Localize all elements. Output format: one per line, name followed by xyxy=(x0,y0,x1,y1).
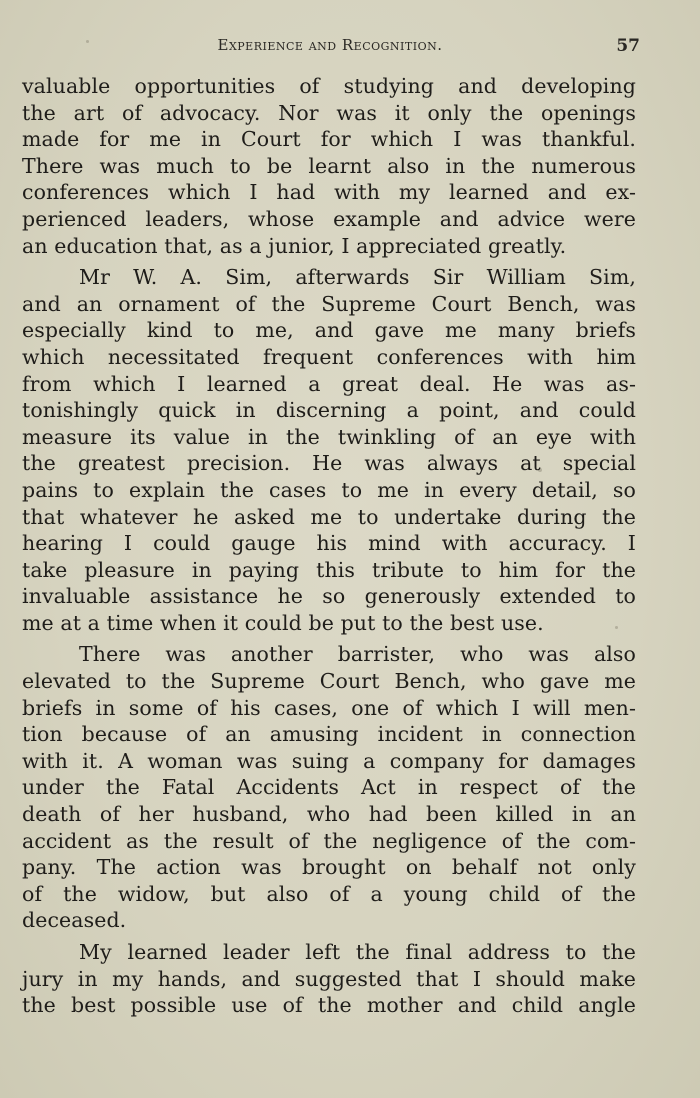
paragraph xyxy=(22,939,636,1019)
text-line: with it. A woman was suing a company for damages xyxy=(22,748,636,773)
text-line: There was another barrister, who was also xyxy=(79,642,636,667)
text-line: conferences which I had with my learned and ex- xyxy=(22,180,636,205)
text-line: valuable opportunities of studying and developing xyxy=(22,74,636,98)
text-line: briefs in some of his cases, one of which I will men- xyxy=(22,695,636,720)
text-line: made for me in Court for which I was thankful. xyxy=(22,127,636,152)
text-line: the best possible use of the mother and child angle xyxy=(22,993,636,1018)
text-line: perienced leaders, whose example and advice were xyxy=(22,206,636,231)
text-line: elevated to the Supreme Court Bench, who gave me xyxy=(22,669,636,694)
text-line: hearing I could gauge his mind with accuracy. I xyxy=(22,531,636,556)
paragraph xyxy=(22,641,636,934)
paragraph xyxy=(22,73,636,259)
text-line: invaluable assistance he so generously extended to xyxy=(22,584,636,609)
text-line: pains to explain the cases to me in every detail, so xyxy=(22,477,636,502)
text-line: an education that, as a junior, I appreciated greatly. xyxy=(22,233,567,258)
text-line: death of her husband, who had been killed in an xyxy=(22,802,636,827)
running-title: Experience and Recognition. xyxy=(217,36,443,54)
text-line: There was much to be learnt also in the numerous xyxy=(22,153,636,178)
text-line: tion because of an amusing incident in connection xyxy=(22,722,636,747)
paragraph xyxy=(22,264,636,636)
text-line: Mr W. A. Sim, afterwards Sir William Sim, xyxy=(79,265,636,290)
text-line: and an ornament of the Supreme Court Bench, was xyxy=(22,291,636,316)
text-line: measure its value in the twinkling of an eye with xyxy=(22,424,636,449)
text-line: from which I learned a great deal. He was as- xyxy=(22,371,636,396)
body-text xyxy=(22,73,636,1024)
text-line: of the widow, but also of a young child of the xyxy=(22,881,636,906)
text-line: which necessitated frequent conferences with him xyxy=(22,344,636,369)
text-line: especially kind to me, and gave me many briefs xyxy=(22,318,636,343)
text-line: My learned leader left the final address to the xyxy=(79,940,636,964)
text-line: the art of advocacy. Nor was it only the openings xyxy=(22,100,636,125)
text-line: that whatever he asked me to undertake during the xyxy=(22,504,636,529)
running-head xyxy=(20,36,640,60)
text-line: the greatest precision. He was always at special xyxy=(22,451,636,476)
text-line: me at a time when it could be put to the best use. xyxy=(22,610,544,635)
text-line: accident as the result of the negligence of the com- xyxy=(22,828,636,853)
text-line: tonishingly quick in discerning a point, and could xyxy=(22,398,636,423)
page-number: 57 xyxy=(616,36,640,56)
text-line: take pleasure in paying this tribute to him for the xyxy=(22,557,636,582)
text-line: deceased. xyxy=(22,908,127,933)
text-line: jury in my hands, and suggested that I should make xyxy=(22,966,636,991)
text-line: pany. The action was brought on behalf not only xyxy=(22,855,636,880)
text-line: under the Fatal Accidents Act in respect of the xyxy=(22,775,636,800)
